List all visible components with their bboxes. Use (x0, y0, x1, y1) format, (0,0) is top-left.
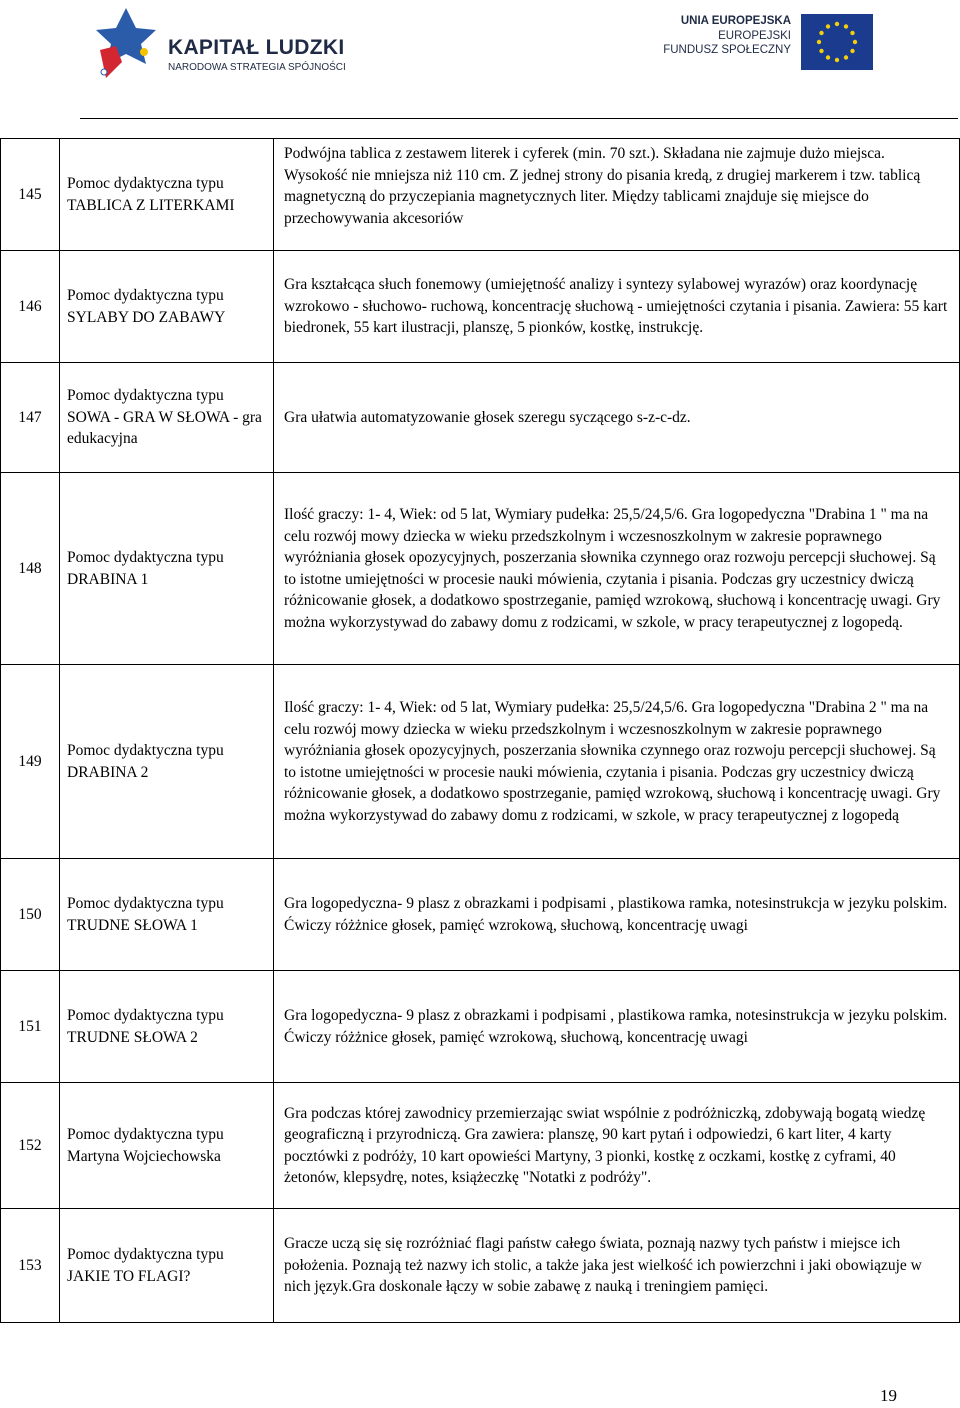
eu-logo-line-2: EUROPEJSKI (718, 30, 791, 42)
item-description: Gra logopedyczna- 9 plasz z obrazkami i podpisami , plastikowa ramka, notesinstrukcja w jezyku polskim. Ćwiczy różżnice głosek, pamięć wzrokową, słuchową, koncentrację uwagi (274, 971, 960, 1083)
table-row (1, 473, 960, 665)
item-name: DRABINA 2 (67, 763, 149, 781)
item-name-cell (60, 473, 274, 665)
item-name: SYLABY DO ZABAWY (67, 308, 226, 326)
row-number: 153 (1, 1209, 60, 1323)
item-type: Pomoc dydaktyczna typu (67, 175, 224, 192)
item-description: Gra podczas której zawodnicy przemierzając swiat wspólnie z podróżniczką, zdobywają bogatą wiedzę geograficzną i przyrodniczą. Gra zawiera: planszę, 90 kart pytań i odpowiedzi, 6 kart liter, 4 karty pocztówki z podróży, 10 kart opowieści Martyny, 3 pionki, kostkę z oczkami, kostkę z cyframi, 40 żetonów, klepsydrę, notes, książeczkę "Notatki z podróży". (274, 1083, 960, 1209)
table-row (1, 139, 960, 251)
item-type: Pomoc dydaktyczna typu (67, 1007, 224, 1024)
item-description: Ilość graczy: 1- 4, Wiek: od 5 lat, Wymiary pudełka: 25,5/24,5/6. Gra logopedyczna "Drabina 1 " ma na celu rozwój mowy dziecka w wieku przedszkolnym i wczesnoszkolnym w zakresie poprawnego wyróżniania głosek opozycyjnych, poszerzania słownika czynnego oraz rozwoju percepcji słuchowej. Są to istotne umiejętności w procesie nauki mówienia, czytania i pisania. Podczas gry uczestnicy dwiczą różnicowanie głosek, a dodatkowo spostrzeganie, pamięd wzrokową, słuchową i koncentrację uwagi. Gry można wykorzystywad do zabawy domu z rodzicami, w szkole, w pracy terapeutycznej z logopedą. (274, 473, 960, 665)
row-number: 147 (1, 363, 60, 473)
item-name: TABLICA Z LITERKAMI (67, 196, 235, 214)
item-type: Pomoc dydaktyczna typu (67, 549, 224, 566)
item-type: Pomoc dydaktyczna typu (67, 1246, 224, 1263)
item-name-cell (60, 859, 274, 971)
item-description: Podwójna tablica z zestawem literek i cyferek (min. 70 szt.). Składana nie zajmuje dużo miejsca. Wysokość nie mniejsza niż 110 cm. Z jednej strony do pisania kredą, z drugiej markerem i tzw. tablicą magnetyczną do przyczepiania magnetycznych liter. Między tablicami znajduje się miejsce do przechowywania akcesoriów (274, 139, 960, 251)
kapital-ludzki-logo (96, 6, 366, 86)
item-description: Gra kształcąca słuch fonemowy (umiejętność analizy i syntezy sylabowej wyrazów) oraz koordynację wzrokowo - słuchowo- ruchową, koncentrację słuchową - umiejętności czytania i pisania. Zawiera: 55 kart biedronek, 55 kart ilustracji, planszę, 5 pionków, kostkę, instrukcję. (274, 251, 960, 363)
item-name-cell (60, 665, 274, 859)
item-name: TRUDNE SŁOWA 1 (67, 916, 198, 934)
row-number: 152 (1, 1083, 60, 1209)
item-name-cell (60, 971, 274, 1083)
row-number: 151 (1, 971, 60, 1083)
item-name-cell (60, 363, 274, 473)
item-name: TRUDNE SŁOWA 2 (67, 1028, 198, 1046)
eu-flag-icon (801, 14, 873, 70)
table-row (1, 665, 960, 859)
table-row (1, 971, 960, 1083)
item-type: Pomoc dydaktyczna typu (67, 742, 224, 759)
table-row (1, 1209, 960, 1323)
item-description: Ilość graczy: 1- 4, Wiek: od 5 lat, Wymiary pudełka: 25,5/24,5/6. Gra logopedyczna "Drabina 2 " ma na celu rozwój mowy dziecka w wieku przedszkolnym i wczesnoszkolnym w zakresie poprawnego wyróżniania głosek opozycyjnych, poszerzania słownika czynnego oraz rozwoju percepcji słuchowej. Są to istotne umiejętności w procesie nauki mówienia, czytania i pisania. Podczas gry uczestnicy dwiczą różnicowanie głosek, a dodatkowo spostrzeganie, pamięd wzrokową, słuchową i koncentrację uwagi. Gry można wykorzystywad do zabawy domu z rodzicami, w szkole, w pracy terapeutycznej z logopedą (274, 665, 960, 859)
row-number: 146 (1, 251, 60, 363)
row-number: 148 (1, 473, 60, 665)
page-header (0, 0, 960, 118)
item-name: DRABINA 1 (67, 570, 149, 588)
item-description: Gra ułatwia automatyzowanie głosek szeregu syczącego s-z-c-dz. (274, 363, 960, 473)
table-row (1, 251, 960, 363)
table-row (1, 859, 960, 971)
eu-logo-text (663, 14, 791, 57)
kapital-ludzki-emblem-icon (96, 6, 162, 86)
kapital-ludzki-subtitle: NARODOWA STRATEGIA SPÓJNOŚCI (168, 62, 346, 73)
item-name-cell (60, 251, 274, 363)
eu-logo-line-1: UNIA EUROPEJSKA (680, 15, 791, 27)
item-type: Pomoc dydaktyczna typu (67, 895, 224, 912)
row-number: 145 (1, 139, 60, 251)
items-table (0, 138, 960, 1323)
item-type: Pomoc dydaktyczna typu (67, 387, 224, 405)
row-number: 150 (1, 859, 60, 971)
item-name-cell (60, 139, 274, 251)
header-divider (80, 118, 958, 119)
table-row (1, 363, 960, 473)
eu-logo (663, 14, 873, 76)
page-number: 19 (880, 1386, 897, 1405)
item-name: SOWA - GRA W SŁOWA - gra edukacyjna (67, 408, 262, 448)
item-name: JAKIE TO FLAGI? (67, 1267, 191, 1285)
row-number: 149 (1, 665, 60, 859)
table-row (1, 1083, 960, 1209)
item-name: Martyna Wojciechowska (67, 1147, 221, 1165)
kapital-ludzki-title: KAPITAŁ LUDZKI (168, 36, 345, 59)
item-type: Pomoc dydaktyczna typu (67, 287, 224, 304)
eu-logo-line-3: FUNDUSZ SPOŁECZNY (663, 44, 791, 56)
item-type: Pomoc dydaktyczna typu (67, 1126, 224, 1143)
item-name-cell (60, 1209, 274, 1323)
item-description: Gra logopedyczna- 9 plasz z obrazkami i podpisami , plastikowa ramka, notesinstrukcja w jezyku polskim. Ćwiczy różżnice głosek, pamięć wzrokową, słuchową, koncentrację uwagi (274, 859, 960, 971)
item-name-cell (60, 1083, 274, 1209)
item-description: Gracze uczą się się rozróżniać flagi państw całego świata, poznają nazwy tych państw i miejsce ich położenia. Poznają też nazwy ich stolic, a także jaka jest wielkość ich powierzchni i jaki obowiązuje w nich język.Gra doskonale łączy w sobie zabawę z nauką i treningiem pamięci. (274, 1209, 960, 1323)
